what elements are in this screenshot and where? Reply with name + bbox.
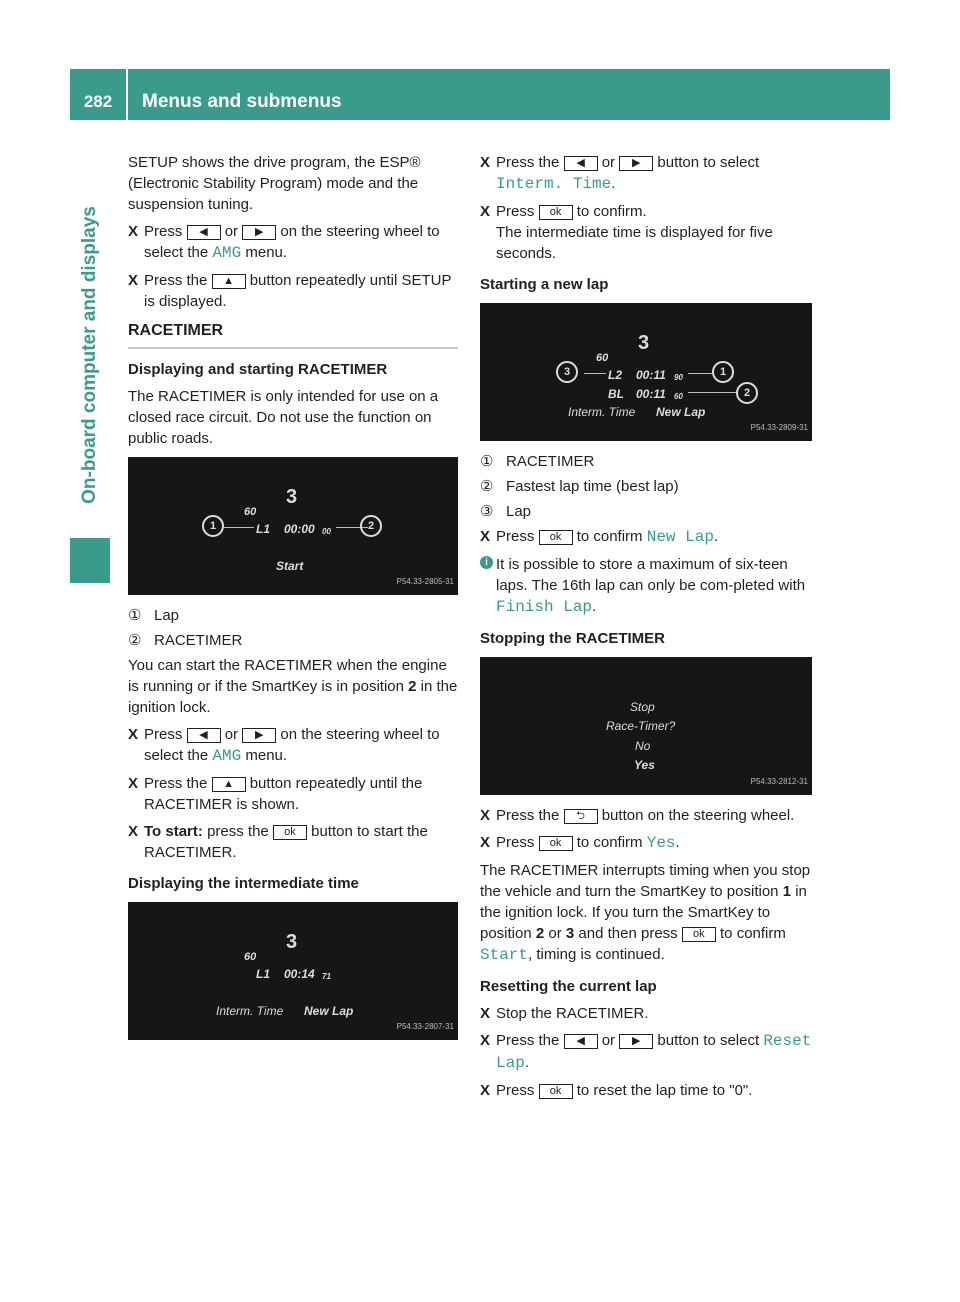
left-button-icon: ◀ bbox=[564, 156, 598, 171]
step-marker-icon: X bbox=[128, 272, 139, 289]
step-confirm-yes: X Press ok to confirm Yes. bbox=[480, 834, 680, 852]
page-title: Menus and submenus bbox=[142, 91, 342, 112]
display-image-stop: Stop Race-Timer? No Yes P54.33-2812-31 bbox=[480, 657, 812, 795]
right-button-icon: ▶ bbox=[619, 1034, 653, 1049]
menu-option: Interm. Time bbox=[496, 175, 612, 193]
start-condition-text: You can start the RACETIMER when the engine is running or if the SmartKey is in position 2 in the ignition lock. bbox=[128, 657, 458, 716]
callout-3-icon: 3 bbox=[556, 361, 578, 383]
step-marker-icon: X bbox=[128, 223, 139, 240]
step-confirm: X Press ok to confirm. The intermediate time is displayed for five seconds. bbox=[480, 203, 773, 262]
right-button-icon: ▶ bbox=[242, 728, 276, 743]
step-marker-icon: X bbox=[480, 1005, 491, 1022]
step-marker-icon: X bbox=[480, 807, 491, 824]
up-button-icon: ▲ bbox=[212, 274, 246, 289]
back-button-icon: ⮌ bbox=[564, 809, 598, 824]
subheading-intermediate: Displaying the intermediate time bbox=[128, 875, 359, 892]
step-select-amg-2: X Press ◀ or ▶ on the steering wheel to select the AMG menu. bbox=[128, 726, 440, 765]
num-1-icon: ① bbox=[480, 453, 494, 470]
step-marker-icon: X bbox=[128, 775, 139, 792]
step-marker-icon: X bbox=[128, 726, 139, 743]
callout-1-icon: 1 bbox=[202, 515, 224, 537]
step-to-start: X To start: press the ok button to start the RACETIMER. bbox=[128, 823, 428, 861]
menu-option: Finish Lap bbox=[496, 598, 593, 616]
up-button-icon: ▲ bbox=[212, 777, 246, 792]
intro-text: SETUP shows the drive program, the ESP® (Electronic Stability Program) mode and the suspension tuning. bbox=[128, 154, 421, 213]
display-image-start: 60 3 L1 00:00 00 1 2 Start P54.33-2805-31 bbox=[128, 457, 458, 595]
callout-2-icon: 2 bbox=[736, 382, 758, 404]
ok-button-icon: ok bbox=[539, 530, 573, 545]
step-select-amg: X Press ◀ or ▶ on the steering wheel to select the AMG menu. bbox=[128, 223, 440, 262]
step-stop-racetimer: X Stop the RACETIMER. bbox=[480, 1005, 649, 1022]
callout-2-icon: 2 bbox=[360, 515, 382, 537]
left-column bbox=[128, 152, 458, 1050]
step-marker-icon: X bbox=[480, 203, 491, 220]
step-setup: X Press the ▲ button repeatedly until SETUP is displayed. bbox=[128, 272, 452, 310]
display-image-intermediate: 60 3 L1 00:14 71 Interm. Time New Lap P54.33-2807-31 bbox=[128, 902, 458, 1040]
num-1-icon: ① bbox=[128, 607, 142, 624]
num-2-icon: ② bbox=[480, 478, 494, 495]
step-confirm-new-lap: X Press ok to confirm New Lap. bbox=[480, 528, 719, 546]
menu-option: Yes bbox=[646, 834, 676, 852]
subheading-new-lap: Starting a new lap bbox=[480, 276, 609, 293]
subheading-stopping: Stopping the RACETIMER bbox=[480, 630, 665, 647]
menu-name: AMG bbox=[212, 747, 242, 765]
legend-item-1: ① RACETIMER bbox=[480, 453, 595, 470]
menu-option: New Lap bbox=[646, 528, 714, 546]
step-marker-icon: X bbox=[480, 154, 491, 171]
side-tab-label: On-board computer and displays bbox=[79, 206, 100, 504]
step-select-reset: X Press the ◀ or ▶ button to select Reset Lap. bbox=[480, 1032, 812, 1072]
ok-button-icon: ok bbox=[682, 927, 716, 942]
ok-button-icon: ok bbox=[273, 825, 307, 840]
ok-button-icon: ok bbox=[539, 1084, 573, 1099]
menu-name: AMG bbox=[212, 244, 242, 262]
header-divider bbox=[126, 69, 128, 120]
subheading-resetting: Resetting the current lap bbox=[480, 978, 657, 995]
step-marker-icon: X bbox=[480, 1032, 491, 1049]
left-button-icon: ◀ bbox=[187, 225, 221, 240]
warning-text: The RACETIMER is only intended for use on a closed race circuit. Do not use the function on public roads. bbox=[128, 388, 439, 447]
legend-item-2: ② Fastest lap time (best lap) bbox=[480, 478, 679, 495]
info-note: i It is possible to store a maximum of six-teen laps. The 16th lap can only be com-pleted with Finish Lap. bbox=[480, 554, 812, 618]
legend-item-1: ① Lap bbox=[128, 607, 180, 624]
menu-option: Reset Lap bbox=[496, 1032, 812, 1072]
legend-item-2: ② RACETIMER bbox=[128, 632, 243, 649]
info-icon: i bbox=[480, 556, 493, 569]
num-3-icon: ③ bbox=[480, 503, 494, 520]
ok-button-icon: ok bbox=[539, 836, 573, 851]
callout-1-icon: 1 bbox=[712, 361, 734, 383]
right-button-icon: ▶ bbox=[619, 156, 653, 171]
section-heading-racetimer: RACETIMER bbox=[128, 320, 458, 349]
step-show-racetimer: X Press the ▲ button repeatedly until the RACETIMER is shown. bbox=[128, 775, 423, 813]
ok-button-icon: ok bbox=[539, 205, 573, 220]
subheading-displaying: Displaying and starting RACETIMER bbox=[128, 361, 388, 378]
left-button-icon: ◀ bbox=[187, 728, 221, 743]
step-select-interm: X Press the ◀ or ▶ button to select Interm. Time. bbox=[480, 154, 760, 193]
step-reset-lap: X Press ok to reset the lap time to "0". bbox=[480, 1082, 753, 1099]
page-number: 282 bbox=[83, 92, 113, 111]
menu-option: Start bbox=[480, 946, 529, 964]
step-press-back: X Press the ⮌ button on the steering wheel. bbox=[480, 807, 795, 824]
legend-item-3: ③ Lap bbox=[480, 503, 532, 520]
step-marker-icon: X bbox=[480, 528, 491, 545]
display-image-new-lap: 60 3 L2 00:11 90 BL 00:11 60 3 1 2 Interm. Time New Lap P54.33-2809-31 bbox=[480, 303, 812, 441]
stop-explanation-text: The RACETIMER interrupts timing when you stop the vehicle and turn the SmartKey to position 1 in the ignition lock. If you turn the SmartKey to position 2 or 3 and then press ok to confirm Start, timing is continued. bbox=[480, 862, 811, 964]
right-column bbox=[480, 152, 812, 1107]
step-marker-icon: X bbox=[128, 823, 139, 840]
right-button-icon: ▶ bbox=[242, 225, 276, 240]
side-tab-block bbox=[70, 538, 110, 583]
step-marker-icon: X bbox=[480, 1082, 491, 1099]
num-2-icon: ② bbox=[128, 632, 142, 649]
left-button-icon: ◀ bbox=[564, 1034, 598, 1049]
step-marker-icon: X bbox=[480, 834, 491, 851]
